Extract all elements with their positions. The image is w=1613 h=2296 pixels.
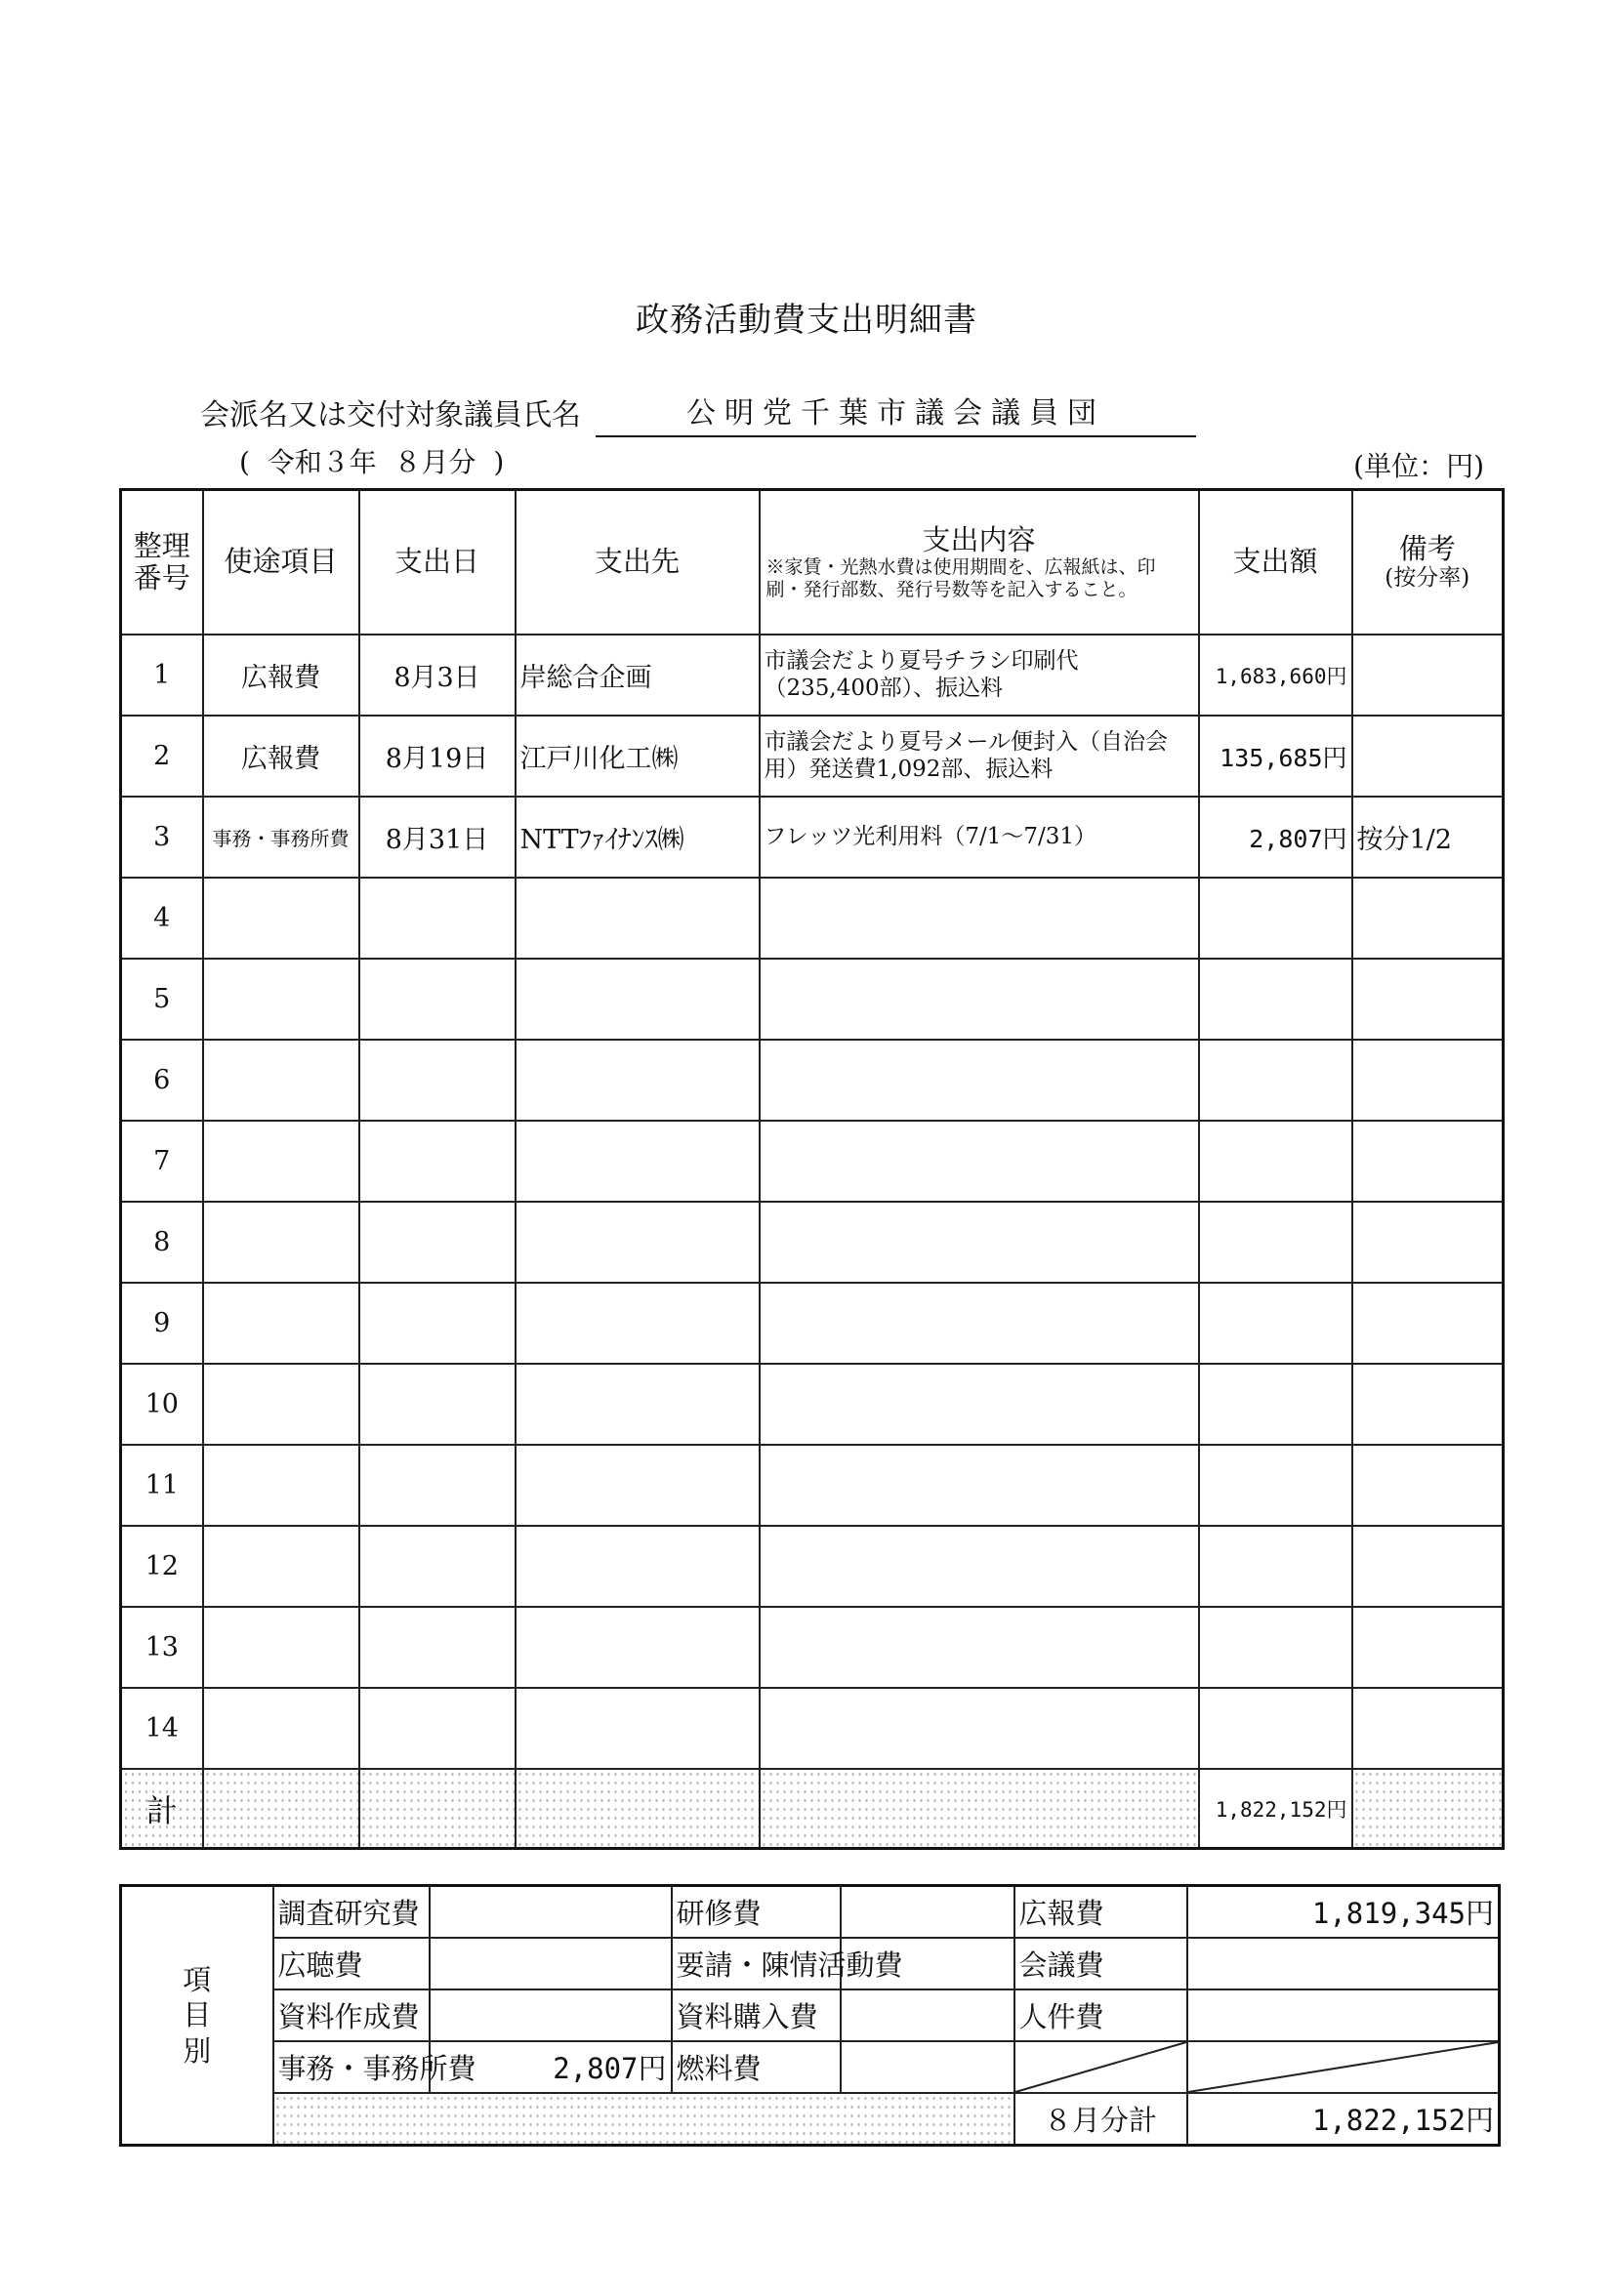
row-content: フレッツ光利用料（7/1～7/31） bbox=[760, 797, 1199, 878]
row-no: 5 bbox=[121, 959, 203, 1040]
row-remarks bbox=[1352, 959, 1504, 1040]
table-row bbox=[121, 1121, 1504, 1202]
summary-side-label: 項 目 別 bbox=[121, 1886, 273, 2146]
table-row bbox=[121, 1283, 1504, 1364]
row-no: 14 bbox=[121, 1688, 203, 1769]
expense-table bbox=[119, 488, 1505, 1850]
row-remarks bbox=[1352, 1121, 1504, 1202]
row-payee bbox=[516, 1040, 760, 1121]
table-row bbox=[121, 1040, 1504, 1121]
unit-label: (単位：円) bbox=[1353, 450, 1484, 482]
summary-value: 2,807円 bbox=[430, 2041, 672, 2093]
row-purpose bbox=[203, 1283, 359, 1364]
row-payee: 岸総合企画 bbox=[516, 635, 760, 716]
total-label: 計 bbox=[121, 1769, 203, 1849]
row-content bbox=[760, 959, 1199, 1040]
total-amount: 1,822,152円 bbox=[1199, 1769, 1352, 1849]
table-row bbox=[121, 797, 1504, 878]
row-date bbox=[359, 878, 516, 959]
row-payee bbox=[516, 1445, 760, 1526]
row-remarks bbox=[1352, 878, 1504, 959]
row-remarks bbox=[1352, 1688, 1504, 1769]
row-date bbox=[359, 1526, 516, 1607]
summary-value bbox=[430, 1886, 672, 1939]
total-row bbox=[121, 1769, 1504, 1849]
row-date bbox=[359, 1202, 516, 1283]
row-payee bbox=[516, 1121, 760, 1202]
header-content bbox=[760, 490, 1199, 636]
row-payee bbox=[516, 878, 760, 959]
row-payee bbox=[516, 1364, 760, 1445]
row-amount bbox=[1199, 1607, 1352, 1688]
row-amount bbox=[1199, 1283, 1352, 1364]
row-payee: 江戸川化工㈱ bbox=[516, 716, 760, 797]
row-no: 13 bbox=[121, 1607, 203, 1688]
summary-value bbox=[841, 1886, 1014, 1939]
summary-blank-cell bbox=[1187, 2041, 1500, 2093]
table-header-row bbox=[121, 490, 1504, 636]
table-row bbox=[121, 1526, 1504, 1607]
row-purpose bbox=[203, 959, 359, 1040]
summary-label: 資料作成費 bbox=[273, 1989, 430, 2041]
row-remarks bbox=[1352, 1526, 1504, 1607]
row-purpose bbox=[203, 878, 359, 959]
row-no: 1 bbox=[121, 635, 203, 716]
header-content-title: 支出内容 bbox=[922, 522, 1036, 556]
row-payee bbox=[516, 1283, 760, 1364]
summary-value bbox=[1187, 1938, 1500, 1989]
row-amount: 1,683,660円 bbox=[1199, 635, 1352, 716]
row-content bbox=[760, 1040, 1199, 1121]
row-remarks bbox=[1352, 1202, 1504, 1283]
row-no: 4 bbox=[121, 878, 203, 959]
table-row bbox=[121, 1607, 1504, 1688]
row-remarks bbox=[1352, 716, 1504, 797]
row-date bbox=[359, 1607, 516, 1688]
header-remarks-title: 備考 bbox=[1398, 532, 1456, 566]
total-blank-content bbox=[760, 1769, 1199, 1849]
row-purpose bbox=[203, 1688, 359, 1769]
row-amount: 135,685円 bbox=[1199, 716, 1352, 797]
row-date bbox=[359, 1364, 516, 1445]
row-content bbox=[760, 1202, 1199, 1283]
summary-value bbox=[841, 1989, 1014, 2041]
month-total-value: 1,822,152円 bbox=[1187, 2093, 1500, 2146]
org-name: 公明党千葉市議会議員団 bbox=[596, 389, 1196, 437]
row-purpose bbox=[203, 1526, 359, 1607]
summary-value: 1,819,345円 bbox=[1187, 1886, 1500, 1939]
org-label: 会派名又は交付対象議員氏名 bbox=[200, 398, 581, 432]
diagonal-line bbox=[1015, 2042, 1186, 2092]
row-remarks bbox=[1352, 1040, 1504, 1121]
row-amount bbox=[1199, 1121, 1352, 1202]
summary-label: 研修費 bbox=[672, 1886, 841, 1939]
summary-row-3 bbox=[121, 1989, 1500, 2041]
row-no: 2 bbox=[121, 716, 203, 797]
summary-row-2 bbox=[121, 1938, 1500, 1989]
period-label: ( 令和３年 ８月分 ) bbox=[239, 446, 505, 478]
summary-value bbox=[430, 1938, 672, 1989]
row-amount: 2,807円 bbox=[1199, 797, 1352, 878]
summary-value bbox=[430, 1989, 672, 2041]
row-remarks bbox=[1352, 1607, 1504, 1688]
row-no: 8 bbox=[121, 1202, 203, 1283]
summary-value bbox=[1187, 1989, 1500, 2041]
header-amount: 支出額 bbox=[1199, 490, 1352, 636]
header-remarks bbox=[1352, 490, 1504, 636]
summary-row-1 bbox=[121, 1886, 1500, 1939]
row-date: 8月31日 bbox=[359, 797, 516, 878]
summary-value bbox=[841, 2041, 1014, 2093]
row-content bbox=[760, 1364, 1199, 1445]
row-payee bbox=[516, 1526, 760, 1607]
row-date: 8月3日 bbox=[359, 635, 516, 716]
row-payee bbox=[516, 1688, 760, 1769]
row-content bbox=[760, 1607, 1199, 1688]
row-remarks: 按分1/2 bbox=[1352, 797, 1504, 878]
row-amount bbox=[1199, 1364, 1352, 1445]
row-amount bbox=[1199, 1445, 1352, 1526]
row-content bbox=[760, 1121, 1199, 1202]
row-amount bbox=[1199, 1688, 1352, 1769]
header-remarks-sub: (按分率) bbox=[1385, 565, 1470, 592]
row-amount bbox=[1199, 1040, 1352, 1121]
row-date bbox=[359, 1121, 516, 1202]
document-title: 政務活動費支出明細書 bbox=[636, 301, 977, 340]
row-date bbox=[359, 1688, 516, 1769]
row-no: 3 bbox=[121, 797, 203, 878]
table-row bbox=[121, 635, 1504, 716]
header-purpose: 使途項目 bbox=[203, 490, 359, 636]
diagonal-line bbox=[1188, 2042, 1499, 2092]
row-date: 8月19日 bbox=[359, 716, 516, 797]
row-purpose bbox=[203, 1364, 359, 1445]
header-content-note: ※家賃・光熱水費は使用期間を、広報紙は、印刷・発行部数、発行号数等を記入すること。 bbox=[765, 555, 1156, 600]
table-row bbox=[121, 959, 1504, 1040]
row-date bbox=[359, 1040, 516, 1121]
row-content bbox=[760, 1445, 1199, 1526]
table-row bbox=[121, 1688, 1504, 1769]
row-date bbox=[359, 1445, 516, 1526]
row-purpose bbox=[203, 1607, 359, 1688]
row-purpose: 広報費 bbox=[203, 635, 359, 716]
row-date bbox=[359, 959, 516, 1040]
row-content bbox=[760, 1283, 1199, 1364]
row-purpose bbox=[203, 1202, 359, 1283]
summary-row-4 bbox=[121, 2041, 1500, 2093]
header-no: 整理 番号 bbox=[121, 490, 203, 636]
summary-label: 要請・陳情活動費 bbox=[672, 1938, 841, 1989]
summary-label: 人件費 bbox=[1014, 1989, 1187, 2041]
header-payee: 支出先 bbox=[516, 490, 760, 636]
summary-label: 調査研究費 bbox=[273, 1886, 430, 1939]
total-blank-purpose bbox=[203, 1769, 359, 1849]
row-no: 6 bbox=[121, 1040, 203, 1121]
row-remarks bbox=[1352, 635, 1504, 716]
summary-blank-stippled bbox=[273, 2093, 1014, 2146]
row-date bbox=[359, 1283, 516, 1364]
row-content bbox=[760, 878, 1199, 959]
row-content bbox=[760, 1526, 1199, 1607]
summary-blank-cell bbox=[1014, 2041, 1187, 2093]
summary-label: 広報費 bbox=[1014, 1886, 1187, 1939]
table-row bbox=[121, 1202, 1504, 1283]
row-payee bbox=[516, 959, 760, 1040]
summary-label: 事務・事務所費 bbox=[273, 2041, 430, 2093]
month-total-label: ８月分計 bbox=[1014, 2093, 1187, 2146]
row-purpose bbox=[203, 1445, 359, 1526]
table-row bbox=[121, 1445, 1504, 1526]
total-blank-remarks bbox=[1352, 1769, 1504, 1849]
row-amount bbox=[1199, 959, 1352, 1040]
table-row bbox=[121, 716, 1504, 797]
summary-label: 会議費 bbox=[1014, 1938, 1187, 1989]
row-content: 市議会だより夏号メール便封入（自治会用）発送費1,092部、振込料 bbox=[760, 716, 1199, 797]
row-remarks bbox=[1352, 1283, 1504, 1364]
row-content bbox=[760, 1688, 1199, 1769]
row-remarks bbox=[1352, 1445, 1504, 1526]
row-payee: NTTﾌｧｲﾅﾝｽ㈱ bbox=[516, 797, 760, 878]
row-purpose bbox=[203, 1040, 359, 1121]
row-purpose bbox=[203, 1121, 359, 1202]
row-payee bbox=[516, 1607, 760, 1688]
row-purpose: 広報費 bbox=[203, 716, 359, 797]
row-no: 9 bbox=[121, 1283, 203, 1364]
summary-label: 広聴費 bbox=[273, 1938, 430, 1989]
row-no: 7 bbox=[121, 1121, 203, 1202]
row-content: 市議会だより夏号チラシ印刷代 （235,400部）、振込料 bbox=[760, 635, 1199, 716]
table-row bbox=[121, 1364, 1504, 1445]
row-remarks bbox=[1352, 1364, 1504, 1445]
row-payee bbox=[516, 1202, 760, 1283]
row-no: 12 bbox=[121, 1526, 203, 1607]
summary-label: 燃料費 bbox=[672, 2041, 841, 2093]
summary-table bbox=[119, 1884, 1501, 2147]
row-no: 10 bbox=[121, 1364, 203, 1445]
row-no: 11 bbox=[121, 1445, 203, 1526]
summary-row-5 bbox=[121, 2093, 1500, 2146]
row-amount bbox=[1199, 1526, 1352, 1607]
header-date: 支出日 bbox=[359, 490, 516, 636]
row-amount bbox=[1199, 1202, 1352, 1283]
row-amount bbox=[1199, 878, 1352, 959]
row-purpose: 事務・事務所費 bbox=[203, 797, 359, 878]
summary-label: 資料購入費 bbox=[672, 1989, 841, 2041]
total-blank-payee bbox=[516, 1769, 760, 1849]
total-blank-date bbox=[359, 1769, 516, 1849]
table-row bbox=[121, 878, 1504, 959]
